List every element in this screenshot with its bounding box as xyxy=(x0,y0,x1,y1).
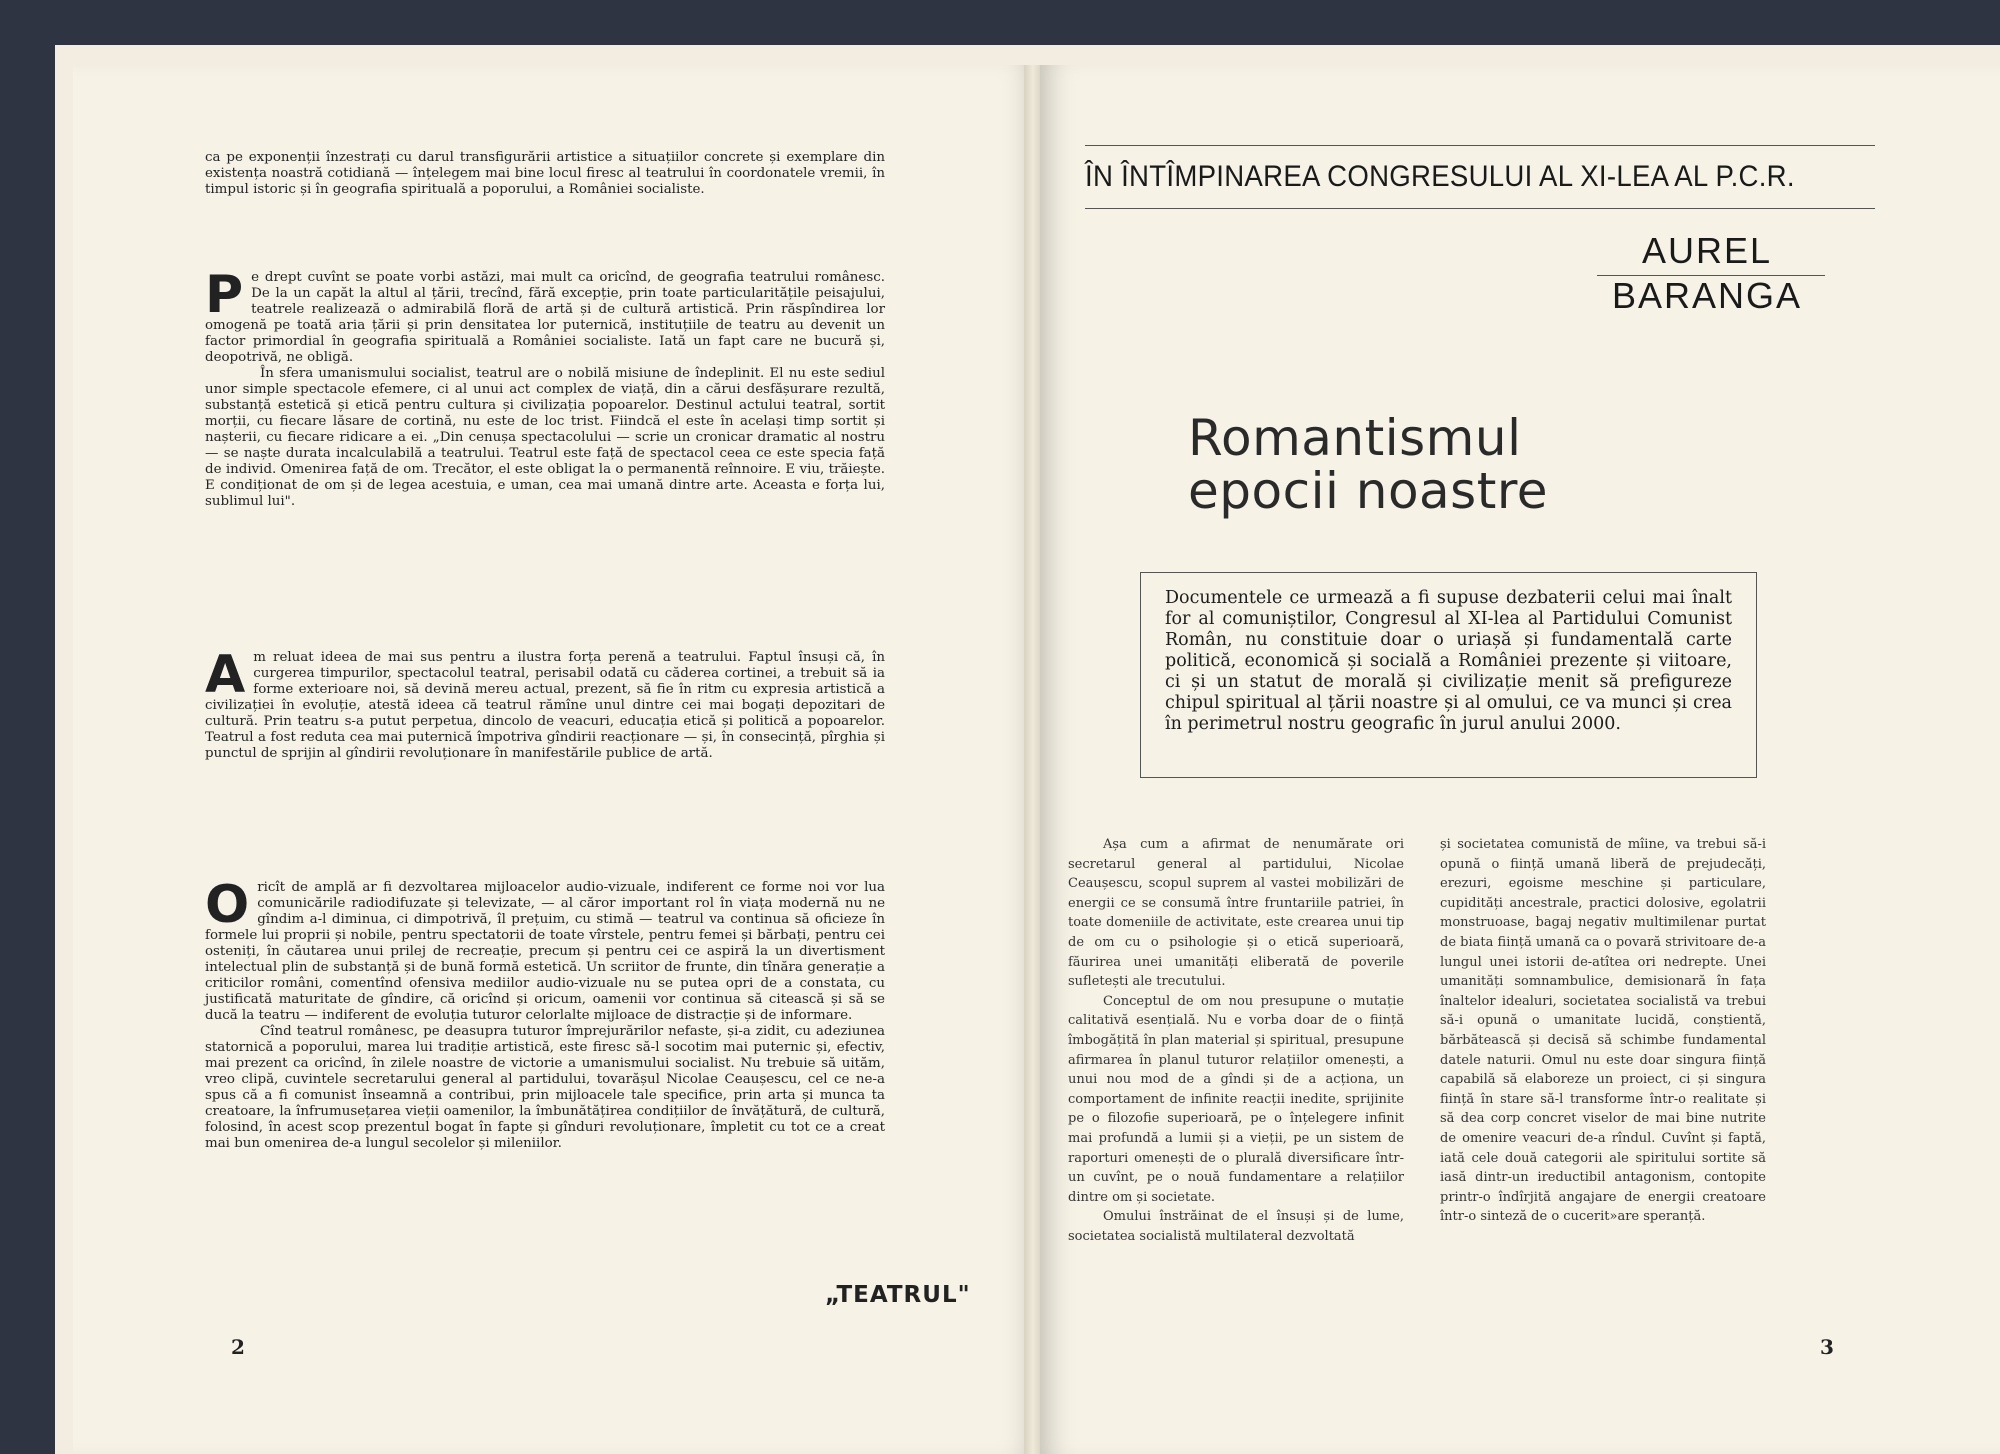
left-page xyxy=(73,65,1038,1454)
section-header: ÎN ÎNTÎMPINAREA CONGRESULUI AL XI-LEA AL P.C.R. xyxy=(1085,160,1795,193)
boxed-abstract: Documentele ce urmează a fi supuse dezbaterii celui mai înalt for al comuniștilor, Congresul al XI-lea al Partidului Comunist Român, nu constituie doar o uriașă și fundamentală carte politică, economică și socială a României prezente și viitoare, ci și un statut de morală și civilizație menit să prefigureze chipul spiritual al țării noastre și al omului, ce va munci și crea în perimetrul nostru geografic în jurul anului 2000. xyxy=(1140,572,1757,778)
paragraph-theatre-force: Am reluat ideea de mai sus pentru a ilustra forța perenă a teatrului. Faptul însuși că, în curgerea timpurilor, spectacolul teatral, perisabil odată cu căderea cortinei, a trebuit să ia forme exterioare noi, să devină mereu actual, prezent, să fie în ritm cu expresia artistică a civilizației în evoluție, atestă ideea că teatrul rămîne unul dintre cei mai bogați depozitari de cultură. Prin teatru s-a putut perpetua, dincolo de veacuri, educația etică și politică a popoarelor. Teatrul a fost reduta cea mai puternică împotriva gîndirii reacționare — și, în consecință, pîrghia și punctul de sprijin al gîndirii revoluționare în manifestările publice de artă. xyxy=(205,645,885,761)
intro-paragraph: ca pe exponenții înzestrați cu darul transfigurării artistice a situațiilor concrete și exemplare din existența noastră cotidiană — înțelegem mai bine locul firesc al teatrului în coordonatele vremii, în timpul istoric și în geografia spirituală a poporului, a României socialiste. xyxy=(205,150,885,197)
text-column-1: Așa cum a afirmat de nenumărate ori secretarul general al partidului, Nicolae Ceaușescu, scopul suprem al vastei mobilizări de energii ce se consumă între fruntariile patriei, în toate domeniile de activitate, este crearea unui tip de om cu o psihologie și o etică superioară, făurirea unei umanități eliberată de poverile sufletești ale trecutului. Conceptul de om nou presupune o mutație calitativă esențială. Nu e vorba doar de o ființă îmbogățită în plan material și spiritual, presupune afirmarea în planul tuturor relațiilor omenești, a unui nou mod de a gîndi și de a acționa, un comportament de infinite reacții inedite, sprijinite pe o filozofie superioară, pe o înțelegere infinit mai profundă a lumii și a vieții, pe un sistem de raporturi omenești de o plurală diversificare într-un cuvînt, pe o nouă fundamentare a relațiilor dintre om și societate. Omului înstrăinat de el însuși și de lume, societatea socialistă multilateral dezvoltată xyxy=(1068,837,1404,1244)
article-title-line1: Romantismul xyxy=(1188,409,1522,467)
paragraph-geography: Pe drept cuvînt se poate vorbi astăzi, mai mult ca oricînd, de geografia teatrului românesc. De la un capăt la altul al țării, trecînd, fără excepție, prin toate particularitățile peisajului, teatrele realizează o admirabilă floră de artă și de cultură artistică. Prin răspîndirea lor omogenă pe toată aria țării și prin densitatea lor puternică, instituțiile de teatru au devenit un factor primordial în geografia spirituală a României socialiste. Iată un fapt care ne bucură și, deopotrivă, ne obligă. În sfera umanismului socialist, teatrul are o nobilă misiune de îndeplinit. El nu este sediul unor simple spectacole efemere, ci al unui act complex de viață, din a cărui desfășurare rezultă, substanță estetică și etică pentru cultura și civilizația popoarelor. Destinul actului teatral, sortit morții, cu fiecare lăsare de cortină, nu este de loc trist. Fiindcă el este în același timp sortit și nașterii, cu fiecare ridicare a ei. „Din cenușa spectacolului — scrie un cronicar dramatic al nostru — se naște durata incalculabilă a teatrului. Teatrul este față de spectacol ceea ce este specia față de individ. Omenirea față de om. Trecător, el este obligat la o permanentă reînnoire. E viu, trăiește. E condiționat de om și de legea acestuia, e uman, cea mai umană dintre arte. Aceasta e forța lui, sublimul lui". xyxy=(205,265,885,509)
drop-cap: A xyxy=(205,645,246,705)
text-column-2: și societatea comunistă de mîine, va trebui să-i opună o ființă umană liberă de prejudecăți, erezuri, egoisme meschine și particulare, cupidități ancestrale, practici dolosive, egolatrii monstruoase, bagaj negativ multimilenar purtat de biata ființă umană ca o povară strivitoare de-a lungul unei istorii de-atîtea ori nedrepte. Unei umanități somnambulice, demisionară în fața înaltelor idealuri, societatea socialistă va trebui să-i opună o umanitate lucidă, conștientă, bărbătească și decisă să schimbe fundamental datele naturii. Omul nu este doar singura ființă capabilă să elaboreze un proiect, ci și singura ființă în stare să-l transforme într-o realitate și să dea corp concret viselor de mai bine nutrite de omenire veacuri de-a rîndul. Cuvînt și faptă, iată cele două categorii ale spiritului sortite să iasă dintr-un ireductibil antagonism, contopite printr-o îndîrjită angajare de energii creatoare într-o sinteză de o cucerit»are speranță. xyxy=(1440,837,1766,1225)
paragraph-audio-visual: Oricît de amplă ar fi dezvoltarea mijloacelor audio-vizuale, indiferent ce forme noi vor lua comunicările radiodifuzate și televizate, — al căror important rol în viața modernă nu ne gîndim a-l diminua, ci dimpotrivă, îl prețuim, cu stimă — teatrul va continua să oficieze în formele lui proprii și nobile, pentru spectatorii de toate vîrstele, pentru femei și bărbați, pentru cei osteniți, în căutarea unui prilej de recreație, precum și pentru cei ce aspiră la un divertisment intelectual plin de substanță și de bună formă estetică. Un scriitor de frunte, din tînăra generație a criticilor români, comentînd ofensiva mediilor audio-vizuale nu se putea opri de a constata, cu justificată maturitate de gîndire, că oricînd și oricum, oamenii vor continua să citească și să se ducă la teatru — indiferent de evoluția tuturor celorlalte mijloace de distracție și de informare. Cînd teatrul românesc, pe deasupra tuturor împrejurărilor nefaste, și-a zidit, cu adeziunea statornică a poporului, marea lui tradiție artistică, este firesc să-l socotim mai puternic și, efectiv, mai prezent ca oricînd, în zilele noastre de victorie a umanismului socialist. Nu trebuie să uităm, vreo clipă, cuvintele secretarului general al partidului, tovarășul Nicolae Ceaușescu, cel ce ne-a spus că a fi comunist înseamnă a contribui, prin mijloacele tale specifice, prin arta și munca ta creatoare, la înfrumusețarea vieții oamenilor, la îmbunătățirea condițiilor de învățătură, de cultură, folosind, în acest scop prezentul bogat în fapte și gînduri revoluționare, împletit cu tot ce a creat mai bun omenirea de-a lungul secolelor și mileniilor. xyxy=(205,875,885,1151)
page-number: 3 xyxy=(1820,1335,1834,1359)
right-page xyxy=(1040,65,2000,1454)
drop-cap: P xyxy=(205,265,244,325)
article-title-line2: epocii noastre xyxy=(1188,462,1549,520)
author-first-name: AUREL xyxy=(1641,230,1773,271)
header-rule-bottom xyxy=(1085,208,1875,209)
signature: „TEATRUL" xyxy=(825,1282,971,1308)
page-number: 2 xyxy=(231,1335,245,1359)
author-last-name: BARANGA xyxy=(1611,275,1803,316)
header-rule-top xyxy=(1085,145,1875,146)
drop-cap: O xyxy=(205,875,250,935)
